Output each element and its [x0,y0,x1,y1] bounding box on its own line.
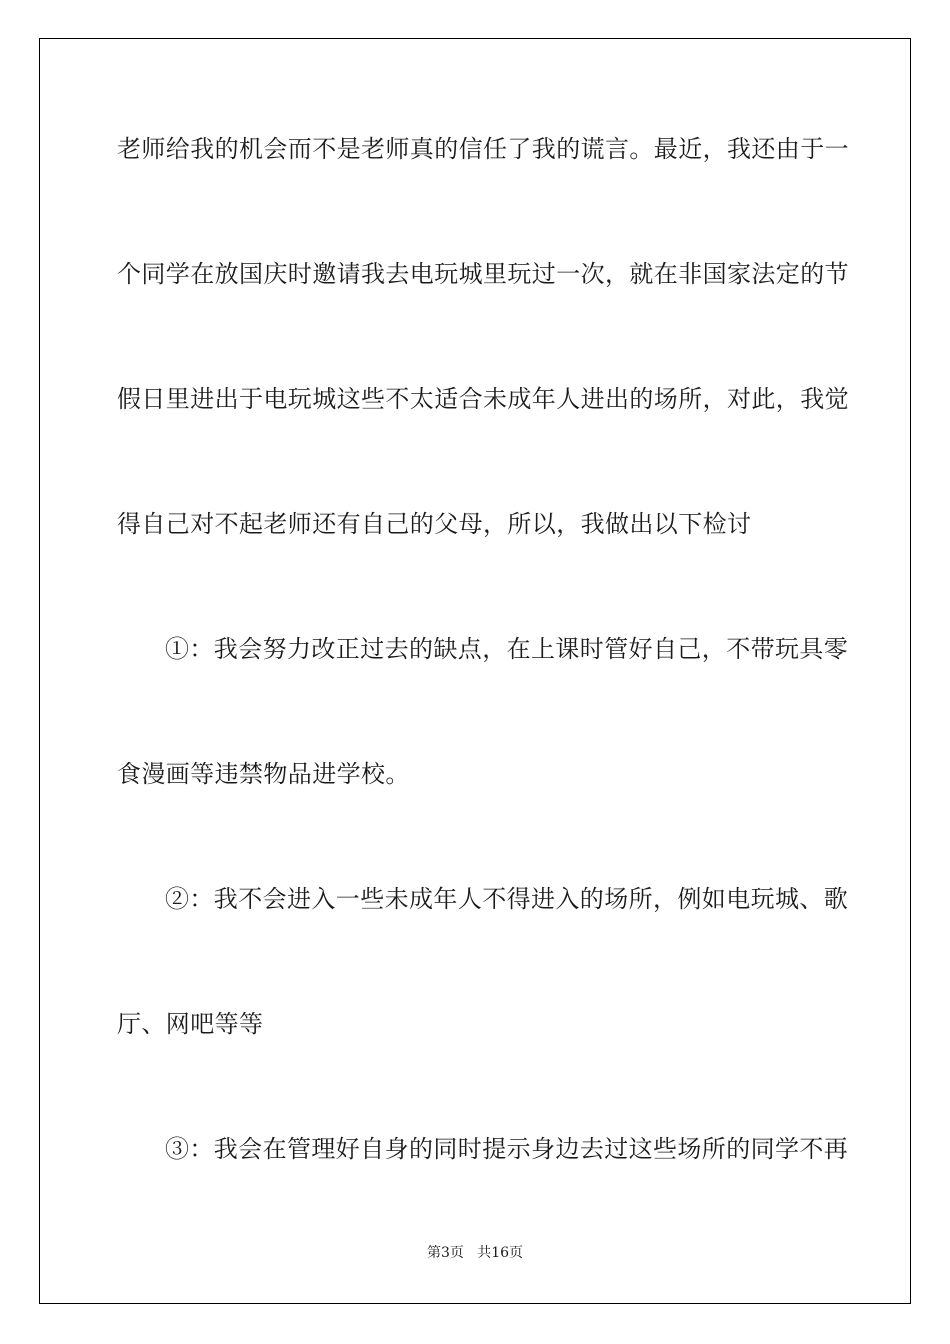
page-number-footer: 第3页 共16页 [426,1245,524,1261]
list-item-1-line-1: ①：我会努力改正过去的缺点，在上课时管好自己，不带玩具零 [165,635,849,663]
text-line-1: 老师给我的机会而不是老师真的信任了我的谎言。最近，我还由于一 [117,135,849,163]
page-border [39,38,911,1304]
text-line-2: 个同学在放国庆时邀请我去电玩城里玩过一次，就在非国家法定的节 [117,260,849,288]
list-item-2-line-1: ②：我不会进入一些未成年人不得进入的场所，例如电玩城、歌 [165,885,849,913]
list-item-3-line-1: ③：我会在管理好自身的同时提示身边去过这些场所的同学不再 [165,1135,849,1163]
text-line-4: 得自己对不起老师还有自己的父母，所以，我做出以下检讨 [117,510,752,538]
list-item-2-line-2: 厅、网吧等等 [117,1010,264,1038]
list-item-1-line-2: 食漫画等违禁物品进学校。 [117,760,410,788]
text-line-3: 假日里进出于电玩城这些不太适合未成年人进出的场所，对此，我觉 [117,385,849,413]
